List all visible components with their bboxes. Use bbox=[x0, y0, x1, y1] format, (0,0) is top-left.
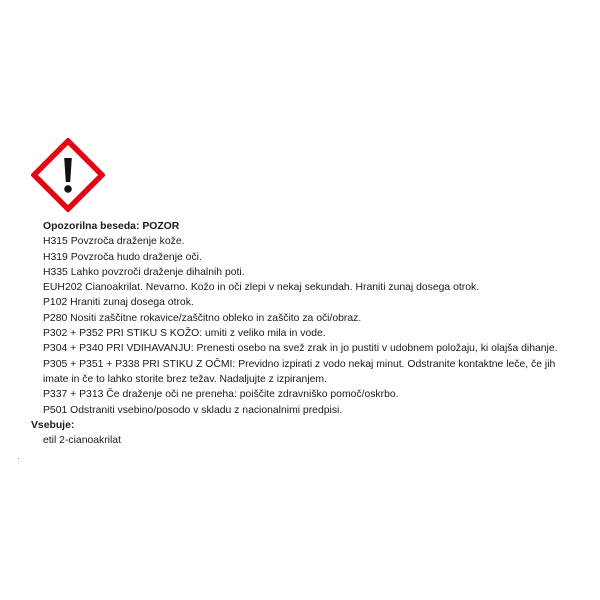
signal-word-line bbox=[43, 219, 600, 234]
statement-code: P501 bbox=[43, 404, 68, 416]
statement-code: H335 bbox=[43, 266, 68, 278]
statement-text: Povzroča hudo draženje oči. bbox=[70, 251, 202, 263]
statement-text: Nositi zaščitne rokavice/zaščitno obleko in zaščito za oči/obraz. bbox=[70, 312, 362, 324]
statement-text: PRI STIKU Z OČMI: Previdno izpirati z vodo nekaj minut. Odstranite kontaktne leče, če jih imate in če to lahko storite brez težav. Nadaljujte z izpiranjem. bbox=[43, 358, 556, 385]
statement-code: P337 + P313 bbox=[43, 389, 104, 401]
signal-word: POZOR bbox=[142, 221, 180, 232]
contains-substance: etil 2-cianoakrilat bbox=[43, 435, 121, 447]
statement-code: P302 + P352 bbox=[43, 328, 104, 340]
statement-p102 bbox=[43, 295, 600, 310]
statement-h335 bbox=[43, 265, 600, 280]
statement-code: P305 + P351 + P338 bbox=[43, 358, 140, 370]
safety-label bbox=[0, 219, 600, 448]
statement-p304-p340 bbox=[43, 341, 573, 356]
statement-h315 bbox=[43, 234, 600, 249]
statement-code: P102 bbox=[43, 297, 68, 309]
statement-text: Če draženje oči ne preneha: poiščite zdravniško pomoč/oskrbo. bbox=[106, 389, 399, 401]
ghs-exclamation-mark-icon bbox=[31, 138, 105, 212]
stray-dot bbox=[18, 458, 19, 459]
statement-p302-p352 bbox=[43, 326, 600, 341]
statement-text: Lahko povzroči draženje dihalnih poti. bbox=[70, 266, 245, 278]
statement-text: PRI VDIHAVANJU: Prenesti osebo na svež zrak in jo pustiti v udobnem položaju, ki olajša dihanje. bbox=[106, 343, 558, 355]
statement-code: P304 + P340 bbox=[43, 343, 104, 355]
statement-code: H315 bbox=[43, 236, 68, 248]
statement-text: Cianoakrilat. Nevarno. Kožo in oči zlepi v nekaj sekundah. Hraniti zunaj dosega otrok. bbox=[85, 282, 480, 294]
statement-h319 bbox=[43, 250, 600, 265]
statement-p305-p351-p338 bbox=[43, 357, 573, 388]
statement-code: P280 bbox=[43, 312, 68, 324]
statement-p337-p313 bbox=[43, 387, 600, 402]
statement-text: Hraniti zunaj dosega otrok. bbox=[70, 297, 194, 309]
statement-p280 bbox=[43, 311, 600, 326]
statement-text: PRI STIKU S KOŽO: umiti z veliko mila in vode. bbox=[106, 328, 326, 340]
statement-euh202 bbox=[43, 280, 600, 295]
statement-text: Odstraniti vsebino/posodo v skladu z nacionalnimi predpisi. bbox=[70, 404, 343, 416]
contains-label: Vsebuje: bbox=[31, 419, 75, 431]
statement-code: EUH202 bbox=[43, 282, 83, 294]
statement-code: H319 bbox=[43, 251, 68, 263]
signal-word-label: Opozorilna beseda: bbox=[43, 221, 140, 232]
statement-text: Povzroča draženje kože. bbox=[70, 236, 185, 248]
statement-p501 bbox=[43, 403, 600, 418]
